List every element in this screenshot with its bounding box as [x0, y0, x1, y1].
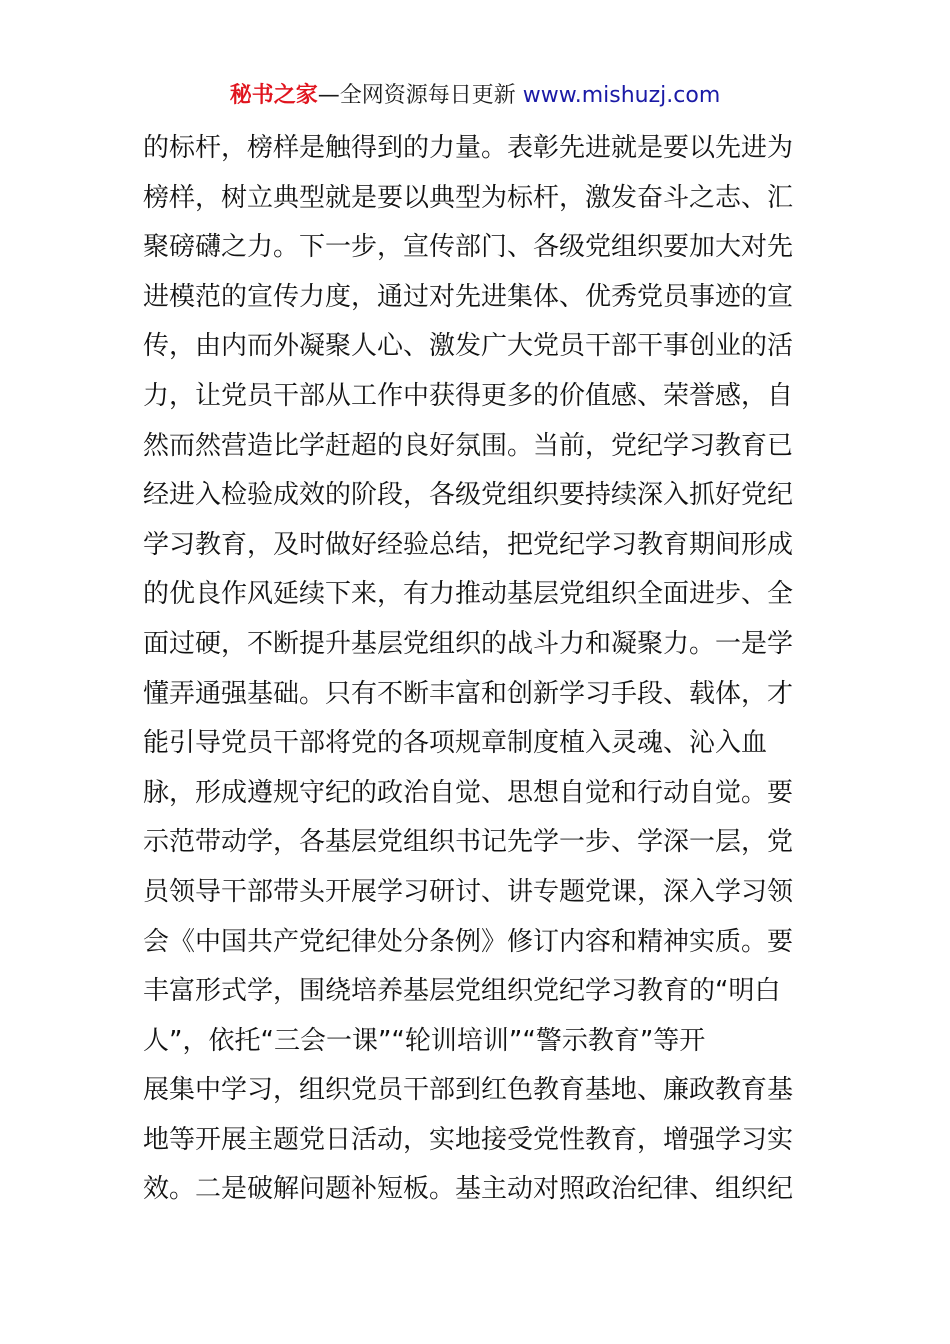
text-line: 聚磅礴之力。下一步，宣传部门、各级党组织要加大对先 — [143, 232, 794, 263]
text-line: 懂弄通强基础。只有不断丰富和创新学习手段、载体，才 — [143, 678, 794, 709]
text-line: 示范带动学，各基层党组织书记先学一步、学深一层，党 — [143, 827, 794, 858]
text-line: 脉，形成遵规守纪的政治自觉、思想自觉和行动自觉。要 — [143, 777, 794, 808]
text-line: 榜样，树立典型就是要以典型为标杆，激发奋斗之志、汇 — [143, 182, 794, 213]
body-text — [143, 124, 813, 1215]
text-line: 会《中国共产党纪律处分条例》修订内容和精神实质。要 — [143, 926, 794, 957]
site-url-link[interactable]: www.mishuzj.com — [522, 83, 721, 108]
text-line: 效。二是破解问题补短板。基主动对照政治纪律、组织纪 — [143, 1174, 794, 1205]
text-line: 学习教育，及时做好经验总结，把党纪学习教育期间形成 — [143, 529, 794, 560]
text-line: 传，由内而外凝聚人心、激发广大党员干部干事创业的活 — [143, 331, 794, 362]
brand-name: 秘书之家 — [229, 83, 318, 108]
text-line: 地等开展主题党日活动，实地接受党性教育，增强学习实 — [143, 1124, 794, 1155]
text-line: 然而然营造比学赶超的良好氛围。当前，党纪学习教育已 — [143, 430, 794, 461]
text-line: 员领导干部带头开展学习研讨、讲专题党课，深入学习领 — [143, 876, 794, 907]
page-header — [0, 80, 950, 112]
text-line: 能引导党员干部将党的各项规章制度植入灵魂、沁入血 — [143, 728, 768, 759]
text-line: 的优良作风延续下来，有力推动基层党组织全面进步、全 — [143, 579, 794, 610]
text-line: 面过硬，不断提升基层党组织的战斗力和凝聚力。一是学 — [143, 628, 794, 659]
text-line: 丰富形式学，围绕培养基层党组织党纪学习教育的“明白 — [143, 976, 781, 1007]
text-line: 人”，依托“三会一课”“轮训培训”“警示教育”等开 — [143, 1025, 706, 1056]
text-line: 力，让党员干部从工作中获得更多的价值感、荣誉感，自 — [143, 380, 794, 411]
text-line: 进模范的宣传力度，通过对先进集体、优秀党员事迹的宣 — [143, 281, 794, 312]
text-line: 经进入检验成效的阶段，各级党组织要持续深入抓好党纪 — [143, 480, 794, 511]
text-line: 展集中学习，组织党员干部到红色教育基地、廉政教育基 — [143, 1075, 794, 1106]
text-line: 的标杆，榜样是触得到的力量。表彰先进就是要以先进为 — [143, 133, 794, 163]
header-tagline: —全网资源每日更新 — [317, 83, 523, 108]
